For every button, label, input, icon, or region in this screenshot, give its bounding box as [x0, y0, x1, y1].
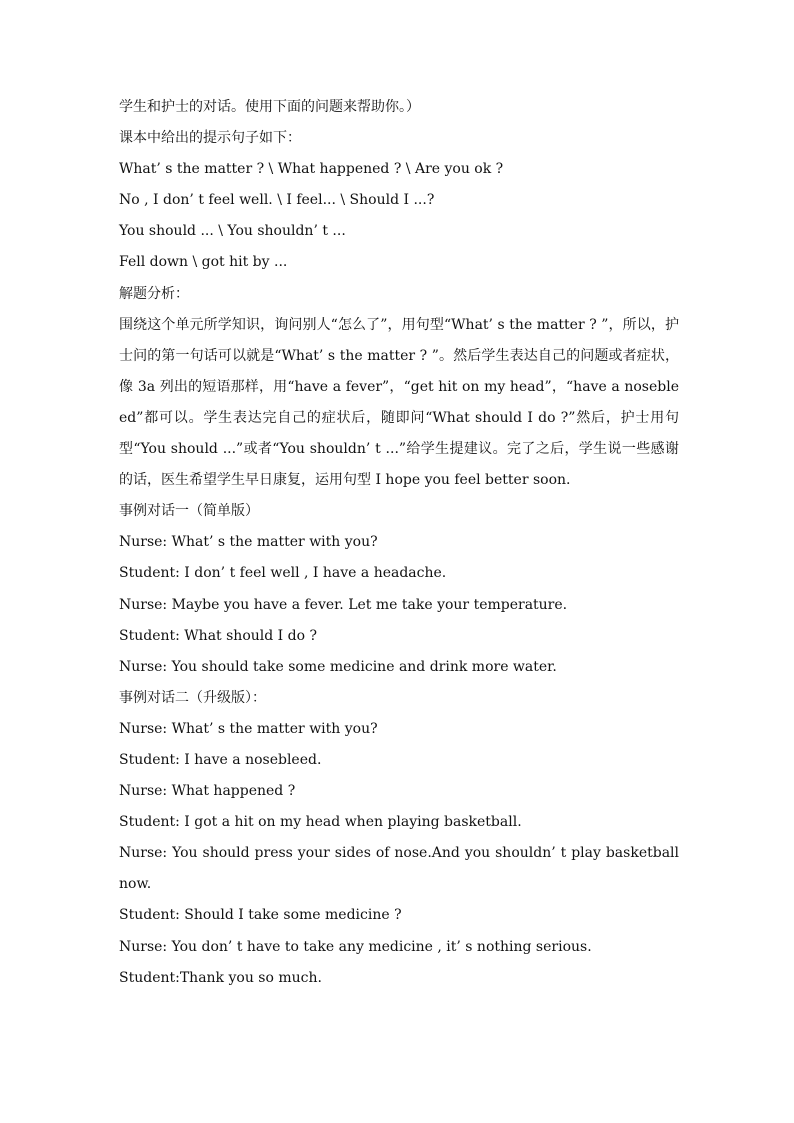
dialogue-line: Student: Should I take some medicine ? [119, 907, 402, 924]
dialogue-line: Student: I got a hit on my head when playing basketball. [119, 814, 522, 831]
intro-line: 学生和护士的对话。使用下面的问题来帮助你。） [119, 99, 420, 115]
dialogue-line: Student:Thank you so much. [119, 969, 322, 986]
hint-sentence: You should ... \ You shouldn’ t ... [119, 223, 346, 240]
dialogue-line: Nurse: What’ s the matter with you? [119, 720, 378, 737]
dialogue-line: Nurse: What’ s the matter with you? [119, 534, 378, 551]
analysis-paragraph: 围绕这个单元所学知识，询问别人“怎么了”，用句型“What’ s the matter ? ”，所以，护士问的第一句话可以就是“What’ s the matter ? ”。然后学生表达自己的问题或者症状，像 3a 列出的短语那样，用“have a fever”，“get hit on my head”，“have a nosebleed”都可以。学生表达完自己的症状后，随即问“What should I do ?”然后，护士用句型“You should ...”或者“You shouldn’ t ...”给学生提建议。完了之后，学生说一些感谢的话，医生希望学生早日康复，运用句型 I hope you feel better soon. [119, 316, 679, 489]
hint-sentence: Fell down \ got hit by ... [119, 254, 288, 271]
dialogue-line: Nurse: You should take some medicine and drink more water. [119, 658, 557, 675]
hint-sentence: What’ s the matter ? \ What happened ? \ Are you ok ? [119, 161, 504, 178]
hint-sentence: No , I don’ t feel well. \ I feel... \ Should I ...? [119, 192, 435, 209]
dialogue-line: Nurse: You should press your sides of nose.And you shouldn’ t play basketball now. [119, 845, 679, 893]
dialogue-one-heading: 事例对话一（简单版） [119, 503, 259, 520]
dialogue-line: Student: I have a nosebleed. [119, 751, 322, 768]
hint-heading: 课本中给出的提示句子如下： [119, 130, 301, 147]
dialogue-line: Nurse: Maybe you have a fever. Let me take your temperature. [119, 596, 568, 613]
dialogue-line: Student: What should I do ? [119, 627, 317, 644]
dialogue-two-heading: 事例对话二（升级版）： [119, 689, 266, 706]
document-body [119, 92, 679, 994]
dialogue-line: Nurse: What happened ? [119, 783, 296, 800]
analysis-heading: 解题分析： [119, 285, 189, 302]
dialogue-line: Student: I don’ t feel well , I have a headache. [119, 565, 447, 582]
dialogue-line: Nurse: You don’ t have to take any medicine , it’ s nothing serious. [119, 938, 592, 955]
